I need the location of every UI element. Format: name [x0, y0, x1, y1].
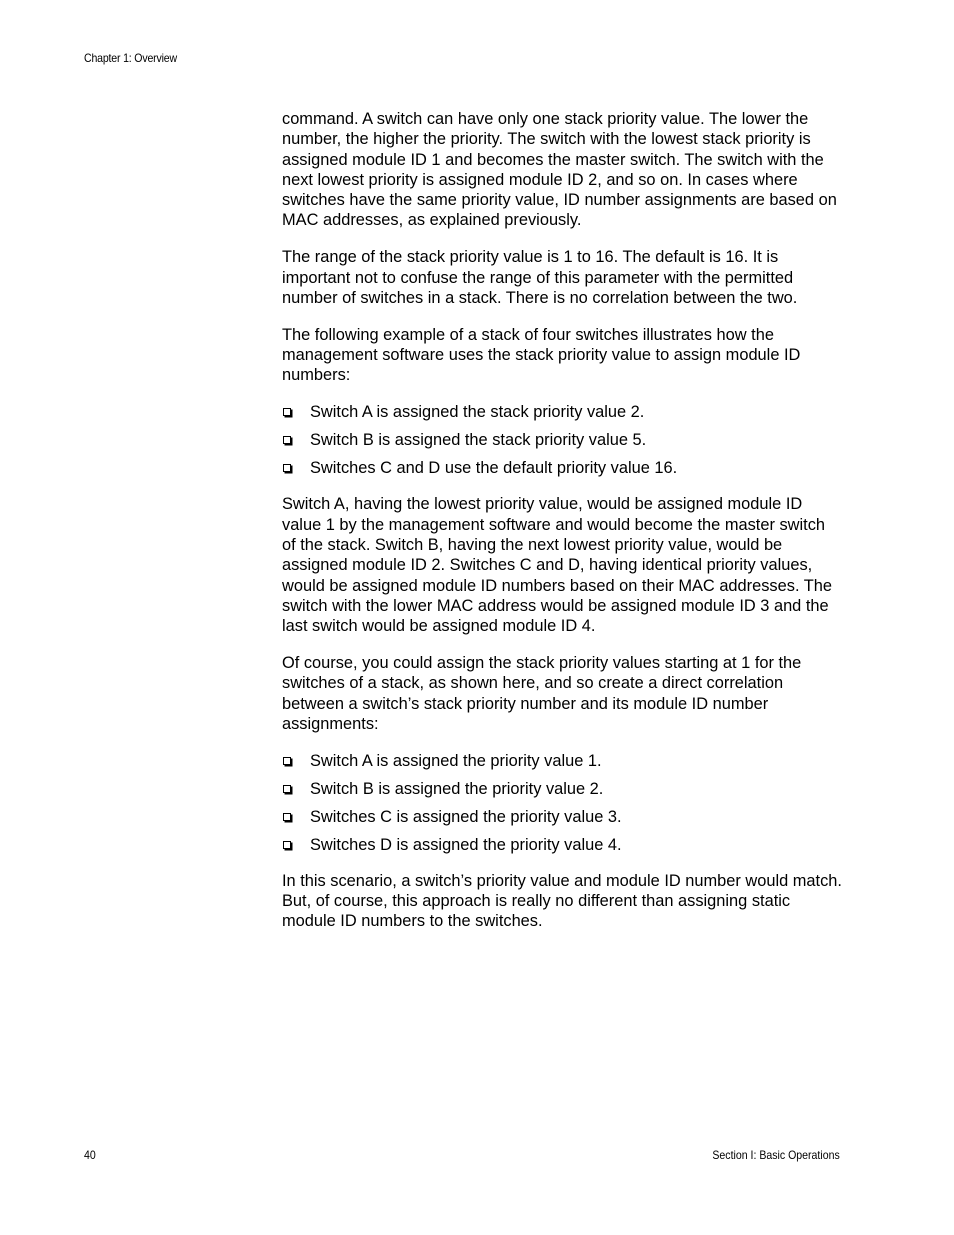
list-item — [282, 835, 842, 855]
bullet-list — [282, 402, 842, 478]
list-item — [282, 779, 842, 799]
list-item — [282, 458, 842, 478]
bullet-list — [282, 751, 842, 855]
paragraph: Of course, you could assign the stack priority values starting at 1 for the switches of a stack, as shown here, and so create a direct correlation between a switch’s stack priority number and its module ID number assignments: — [282, 653, 802, 733]
paragraph: The following example of a stack of four switches illustrates how the management software uses the stack priority value to assign module ID numbers: — [282, 325, 801, 385]
list-item — [282, 402, 842, 422]
checkbox-bullet-icon — [283, 841, 291, 849]
list-item-text: Switches C and D use the default priority value 16. — [310, 459, 678, 478]
list-item-text: Switches C is assigned the priority value 3. — [310, 807, 622, 826]
paragraph: The range of the stack priority value is 1 to 16. The default is 16. It is important not to confuse the range of this parameter with the permitted number of switches in a stack. There is no correlation between the two. — [282, 248, 798, 307]
paragraph: command. A switch can have only one stack priority value. The lower the number, the higher the priority. The switch with the lowest stack priority is assigned module ID 1 and becomes the master switch. The switch with the next lowest priority is assigned module ID 2, and so on. In cases where switches have the same priority value, ID number assignments are based on MAC addresses, as explained previously. — [282, 110, 837, 230]
list-item-text: Switch A is assigned the priority value 1. — [310, 751, 602, 770]
checkbox-bullet-icon — [283, 813, 291, 821]
list-item-text: Switch B is assigned the priority value 2. — [310, 779, 604, 798]
running-footer-section: Section I: Basic Operations — [712, 1148, 840, 1162]
running-header: Chapter 1: Overview — [84, 51, 177, 65]
checkbox-bullet-icon — [283, 464, 291, 472]
list-item-text: Switch A is assigned the stack priority value 2. — [310, 403, 645, 422]
page-body — [282, 109, 842, 948]
checkbox-bullet-icon — [283, 785, 291, 793]
list-item — [282, 430, 842, 450]
list-item-text: Switches D is assigned the priority value 4. — [310, 835, 622, 854]
list-item-text: Switch B is assigned the stack priority value 5. — [310, 431, 647, 450]
paragraph: In this scenario, a switch’s priority value and module ID number would match. But, of course, this approach is really no different than assigning static module ID numbers to the switches. — [282, 871, 842, 931]
checkbox-bullet-icon — [283, 436, 291, 444]
list-item — [282, 807, 842, 827]
page-number: 40 — [84, 1148, 96, 1162]
checkbox-bullet-icon — [283, 757, 291, 765]
list-item — [282, 751, 842, 771]
checkbox-bullet-icon — [283, 408, 291, 416]
paragraph: Switch A, having the lowest priority value, would be assigned module ID value 1 by the management software and would become the master switch of the stack. Switch B, having the next lowest priority value, would be assigned module ID 2. Switches C and D, having identical priority values, would be assigned module ID numbers based on their MAC addresses. The switch with the lower MAC address would be assigned module ID 3 and the last switch would be assigned module ID 4. — [282, 495, 832, 636]
